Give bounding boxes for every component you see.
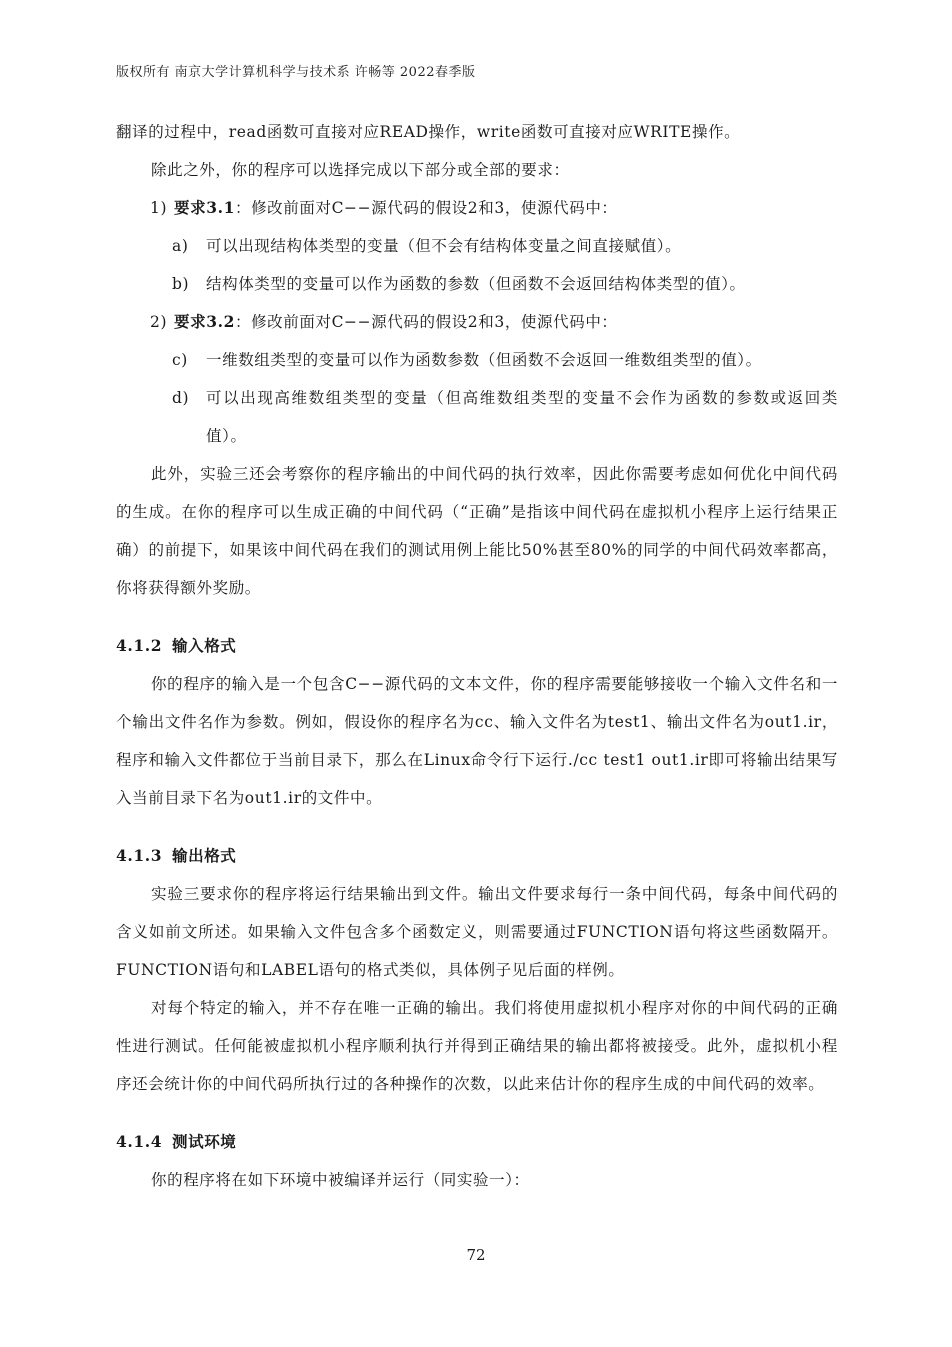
list-item-text: 结构体类型的变量可以作为函数的参数（但函数不会返回结构体类型的值）。 [206, 275, 746, 293]
section-title: 输入格式 [172, 636, 237, 655]
requirement-number: 1) [150, 199, 168, 217]
page-content [116, 113, 838, 1199]
section-number: 4.1.3 [116, 846, 163, 865]
requirement-text: ：修改前面对C−−源代码的假设2和3，使源代码中： [234, 313, 618, 331]
paragraph-input-format: 你的程序的输入是一个包含C−−源代码的文本文件，你的程序需要能够接收一个输入文件名和一个输出文件名作为参数。例如，假设你的程序名为cc、输入文件名为test1、输出文件名为out1.ir，程序和输入文件都位于当前目录下，那么在Linux命令行下运行./cc test1 out1.ir即可将输出结果写入当前目录下名为out1.ir的文件中。 [116, 675, 838, 807]
section-title: 输出格式 [172, 846, 237, 865]
requirement-number: 2) [150, 313, 168, 331]
section-heading-test-environment [116, 1123, 838, 1161]
requirement-3-2 [116, 303, 838, 341]
requirement-title: 要求3.2 [174, 312, 235, 331]
paragraph-requirements-intro: 除此之外，你的程序可以选择完成以下部分或全部的要求： [151, 161, 570, 179]
section-number: 4.1.4 [116, 1132, 163, 1151]
list-marker: d) [172, 389, 190, 407]
running-header: 版权所有 南京大学计算机科学与技术系 许畅等 2022春季版 [116, 65, 476, 80]
list-item-text: 一维数组类型的变量可以作为函数参数（但函数不会返回一维数组类型的值）。 [206, 351, 762, 369]
list-item-b [116, 265, 838, 303]
list-item-text: 可以出现高维数组类型的变量（但高维数组类型的变量不会作为函数的参数或返回类值）。 [206, 389, 838, 445]
section-title: 测试环境 [172, 1132, 237, 1151]
list-item-text: 可以出现结构体类型的变量（但不会有结构体变量之间直接赋值）。 [206, 237, 682, 255]
section-number: 4.1.2 [116, 636, 163, 655]
page-number: 72 [466, 1246, 486, 1264]
paragraph-test-environment: 你的程序将在如下环境中被编译并运行（同实验一）： [151, 1171, 530, 1189]
requirement-3-1 [116, 189, 838, 227]
requirement-title: 要求3.1 [174, 198, 235, 217]
requirement-text: ：修改前面对C−−源代码的假设2和3，使源代码中： [234, 199, 618, 217]
section-heading-output-format [116, 837, 838, 875]
list-marker: b) [172, 275, 190, 293]
list-marker: a) [172, 237, 189, 255]
list-item-a [116, 227, 838, 265]
paragraph-output-format: 实验三要求你的程序将运行结果输出到文件。输出文件要求每行一条中间代码，每条中间代码的含义如前文所述。如果输入文件包含多个函数定义，则需要通过FUNCTION语句将这些函数隔开。FUNCTION语句和LABEL语句的格式类似，具体例子见后面的样例。 [116, 885, 838, 979]
paragraph-efficiency: 此外，实验三还会考察你的程序输出的中间代码的执行效率，因此你需要考虑如何优化中间代码的生成。在你的程序可以生成正确的中间代码（“正确”是指该中间代码在虚拟机小程序上运行结果正确）的前提下，如果该中间代码在我们的测试用例上能比50%甚至80%的同学的中间代码效率都高，你将获得额外奖励。 [116, 465, 838, 597]
list-marker: c) [172, 351, 188, 369]
list-item-c [116, 341, 838, 379]
section-heading-input-format [116, 627, 838, 665]
paragraph-correctness: 对每个特定的输入，并不存在唯一正确的输出。我们将使用虚拟机小程序对你的中间代码的正确性进行测试。任何能被虚拟机小程序顺利执行并得到正确结果的输出都将被接受。此外，虚拟机小程序还会统计你的中间代码所执行过的各种操作的次数，以此来估计你的程序生成的中间代码的效率。 [116, 999, 838, 1093]
list-item-d [116, 379, 838, 455]
paragraph-read-write: 翻译的过程中，read函数可直接对应READ操作，write函数可直接对应WRITE操作。 [116, 123, 741, 141]
